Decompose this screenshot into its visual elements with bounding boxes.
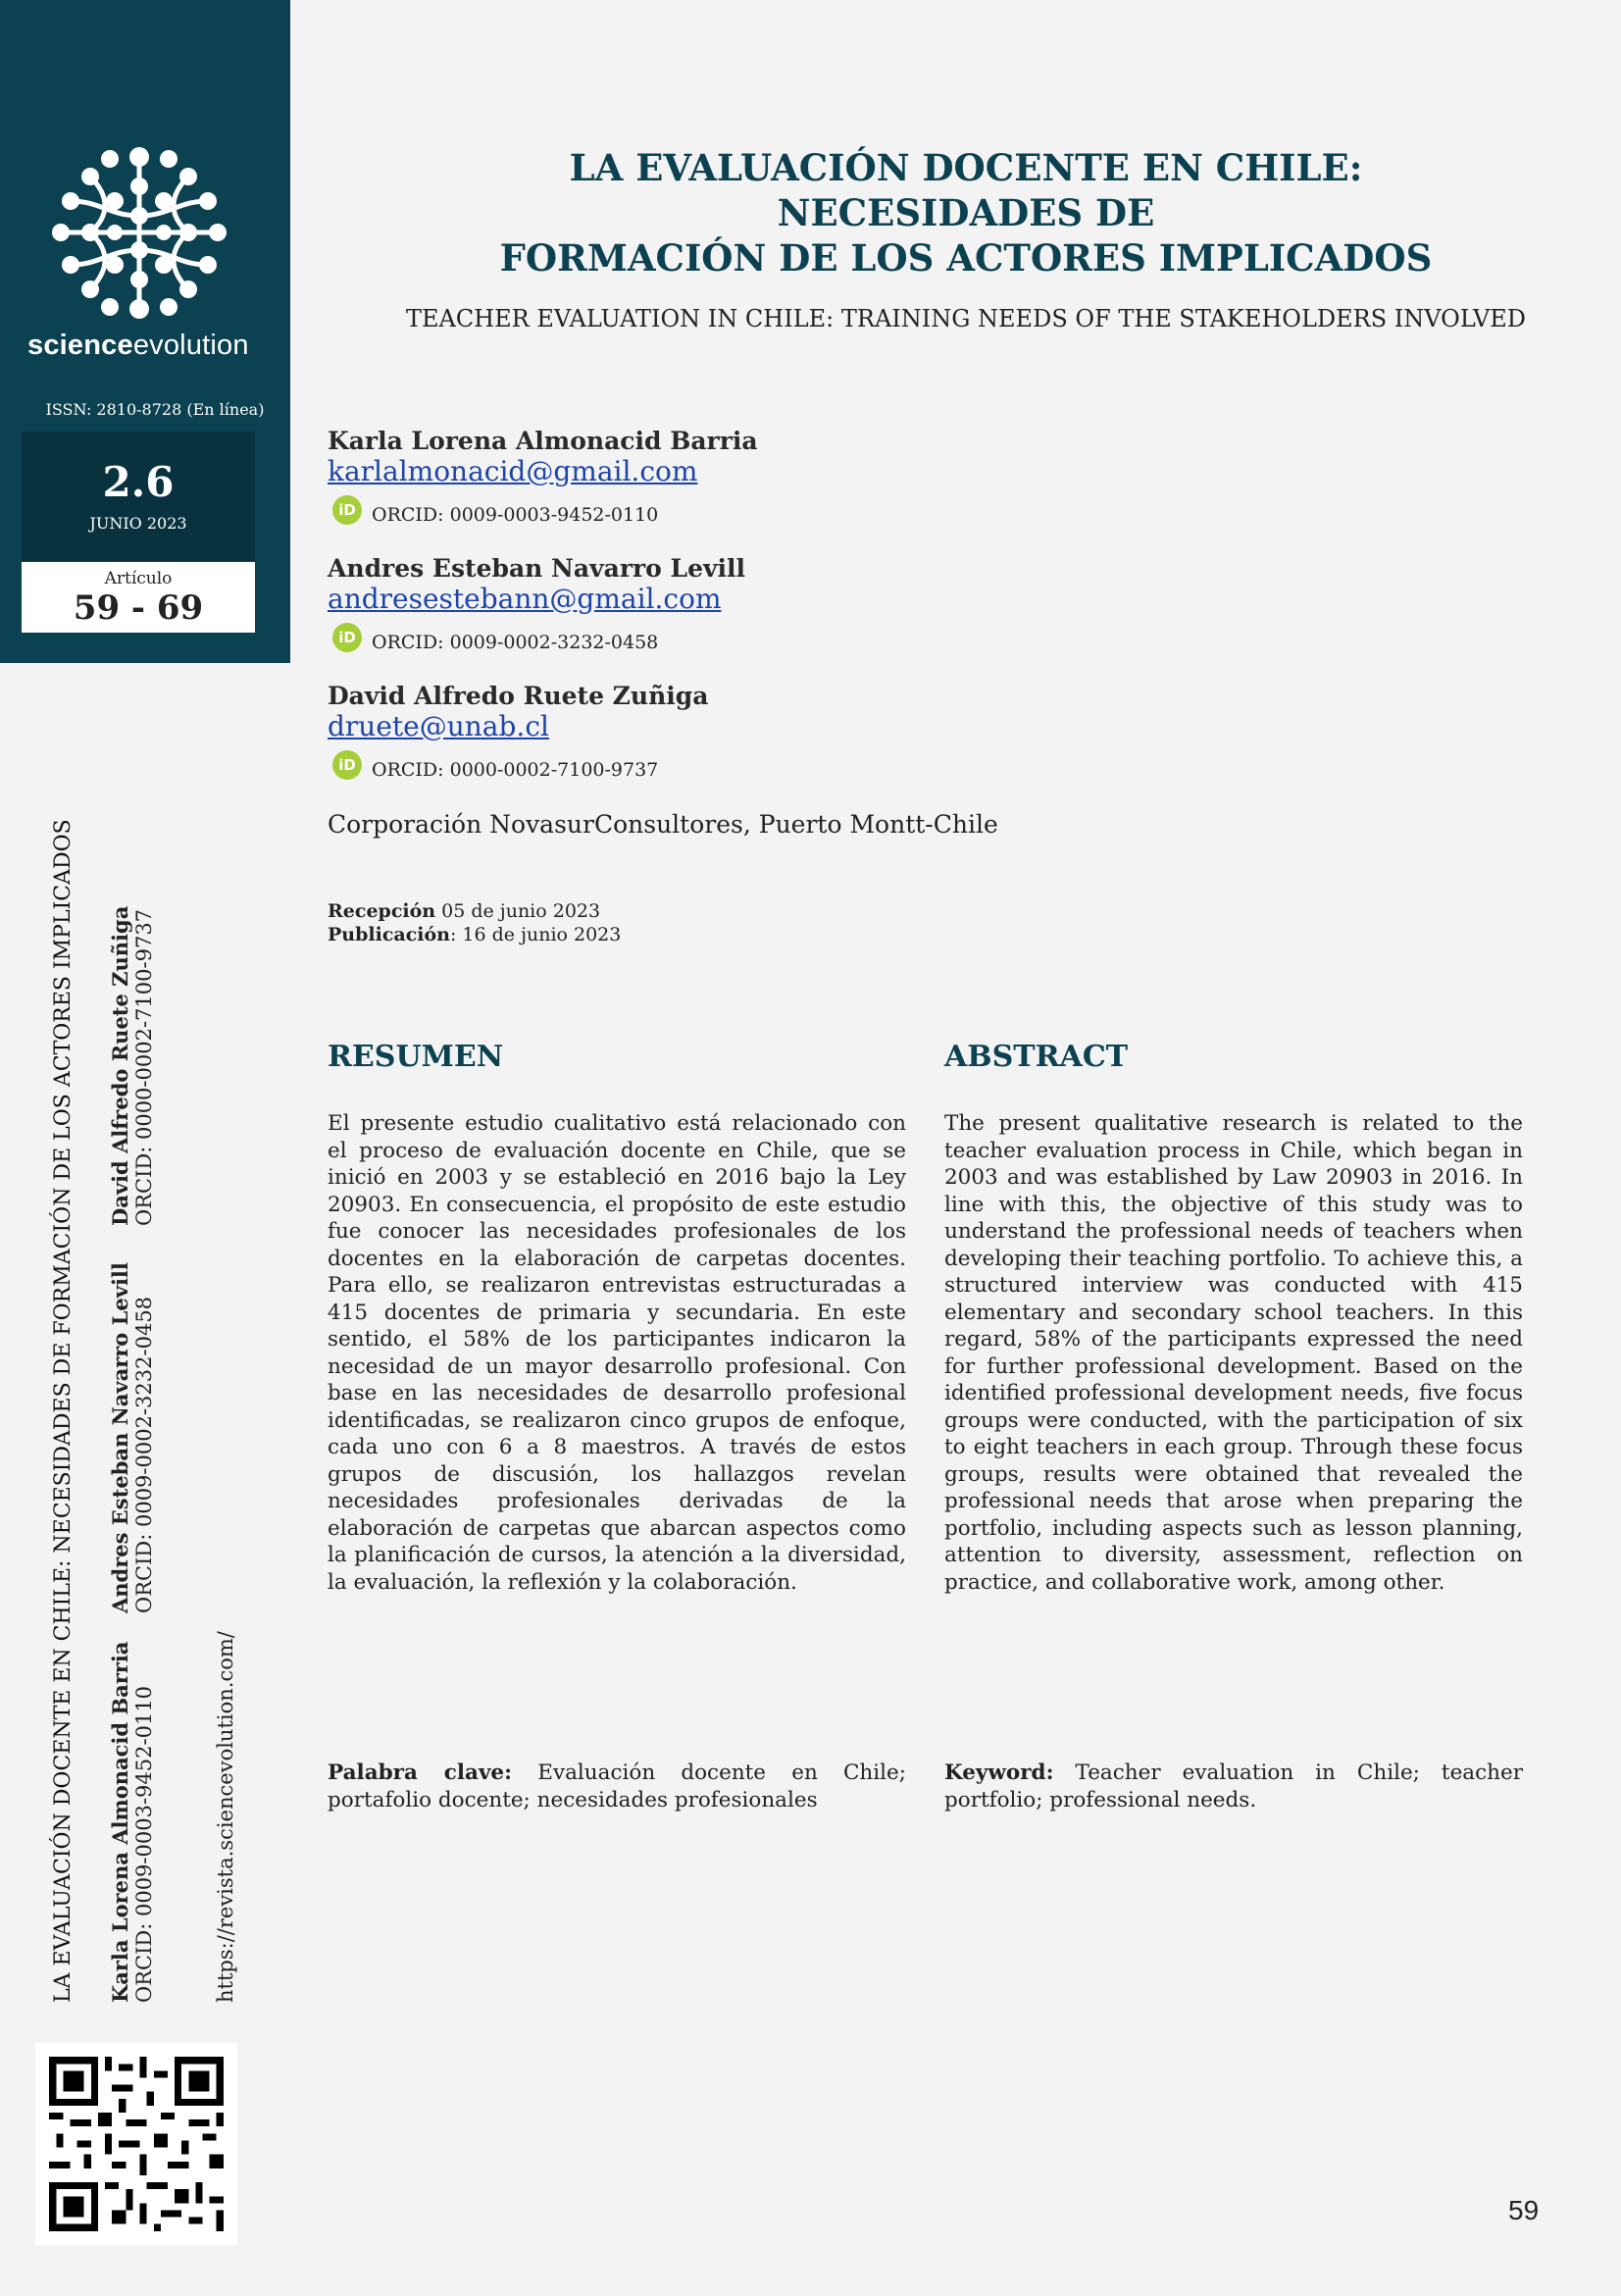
paper-title	[412, 145, 1520, 281]
vertical-author-orcid: ORCID: 0009-0003-9452-0110	[132, 1685, 156, 2003]
article-label: Artículo	[104, 569, 173, 588]
paper-title-line: LA EVALUACIÓN DOCENTE EN CHILE: NECESIDADES DE	[569, 146, 1363, 234]
author-email-link[interactable]: karlalmonacid@gmail.com	[328, 455, 698, 487]
page-number: 59	[1508, 2195, 1540, 2225]
issn: ISSN: 2810-8728 (En línea)	[45, 400, 265, 419]
orcid-icon[interactable]: iD	[332, 623, 362, 652]
author-name: Andres Esteban Navarro Levill	[328, 554, 746, 583]
resumen-heading: RESUMEN	[328, 1040, 504, 1074]
vertical-author-orcid: ORCID: 0009-0002-3232-0458	[132, 1296, 156, 1613]
orcid-icon[interactable]: iD	[332, 495, 362, 525]
resumen-keywords: Palabra clave: Evaluación docente en Chile; portafolio docente; necesidades profesionales	[328, 1760, 907, 1812]
author-email-link[interactable]: druete@unab.cl	[328, 710, 549, 742]
author-orcid: ORCID: 0000-0002-7100-9737	[372, 759, 659, 781]
affiliation: Corporación NovasurConsultores, Puerto Montt-Chile	[328, 810, 998, 839]
author-orcid: ORCID: 0009-0003-9452-0110	[372, 504, 659, 526]
orcid-icon[interactable]: iD	[332, 750, 362, 780]
paper-subtitle: TEACHER EVALUATION IN CHILE: TRAINING NEEDS OF THE STAKEHOLDERS INVOLVED	[405, 305, 1527, 332]
reception-date: Recepción 05 de junio 2023	[328, 900, 601, 922]
vertical-author-orcid: ORCID: 0000-0002-7100-9737	[132, 908, 156, 1226]
paper-title-line: FORMACIÓN DE LOS ACTORES IMPLICADOS	[499, 236, 1433, 280]
author-name: Karla Lorena Almonacid Barria	[328, 427, 758, 455]
qr-code[interactable]	[35, 2043, 237, 2245]
author-email-link[interactable]: andresestebann@gmail.com	[328, 583, 722, 615]
resumen-body: El presente estudio cualitativo está relacionado con el proceso de evaluación docente en Chile, que se inició en 2003 y se estableció en 2016 bajo la Ley 20903. En consecuencia, el propósito de este estudio fue conocer las necesidades profesionales de los docentes en la elaboración de carpetas docentes. Para ello, se realizaron entrevistas estructuradas a 415 docentes de primaria y secundaria. En este sentido, el 58% de los participantes indicaron la necesidad de un mayor desarrollo profesional. Con base en las necesidades de desarrollo profesional identificadas, se realizaron cinco grupos de enfoque, cada uno con 6 a 8 maestros. A través de estos grupos de discusión, los hallazgos revelan necesidades profesionales derivadas de la elaboración de carpetas que abarcan aspectos como la planificación de cursos, la atención a la diversidad, la evaluación, la reflexión y la colaboración.	[328, 1111, 906, 1595]
journal-url[interactable]: https://revista.sciencevolution.com/	[214, 1631, 237, 2003]
issue-date: JUNIO 2023	[89, 514, 187, 533]
journal-name: scienceevolution	[27, 330, 249, 361]
volume-number: 2.6	[102, 458, 175, 506]
vertical-author-name: David Alfredo Ruete Zuñiga	[108, 905, 132, 1226]
vertical-author-name: Karla Lorena Almonacid Barria	[108, 1641, 132, 2003]
qr-code-icon	[35, 2043, 237, 2245]
article-pages: 59 - 69	[73, 588, 204, 628]
vertical-author-name: Andres Esteban Navarro Levill	[108, 1262, 132, 1613]
network-dots-logo-icon	[51, 147, 228, 319]
author-name: David Alfredo Ruete Zuñiga	[328, 682, 709, 710]
vertical-title: LA EVALUACIÓN DOCENTE EN CHILE: NECESIDADES DE FORMACIÓN DE LOS ACTORES IMPLICADOS	[51, 819, 76, 2003]
author-orcid: ORCID: 0009-0002-3232-0458	[372, 632, 659, 653]
abstract-body: The present qualitative research is related to the teacher evaluation process in Chile, which began in 2003 and was established by Law 20903 in 2016. In line with this, the objective of this study was to understand the professional needs of teachers when developing their teaching portfolio. To achieve this, a structured interview was conducted with 415 elementary and secondary school teachers. In this regard, 58% of the participants expressed the need for further professional development. Based on the identified professional development needs, five focus groups were conducted, with the participation of six to eight teachers in each group. Through these focus groups, results were obtained that revealed the professional needs that arose when preparing the portfolio, including aspects such as lesson planning, attention to diversity, assessment, reflection on practice, and collaborative work, among other.	[944, 1111, 1523, 1595]
abstract-keywords: Keyword: Teacher evaluation in Chile; teacher portfolio; professional needs.	[944, 1760, 1523, 1812]
publication-date: Publicación: 16 de junio 2023	[328, 924, 622, 945]
abstract-heading: ABSTRACT	[944, 1040, 1129, 1074]
